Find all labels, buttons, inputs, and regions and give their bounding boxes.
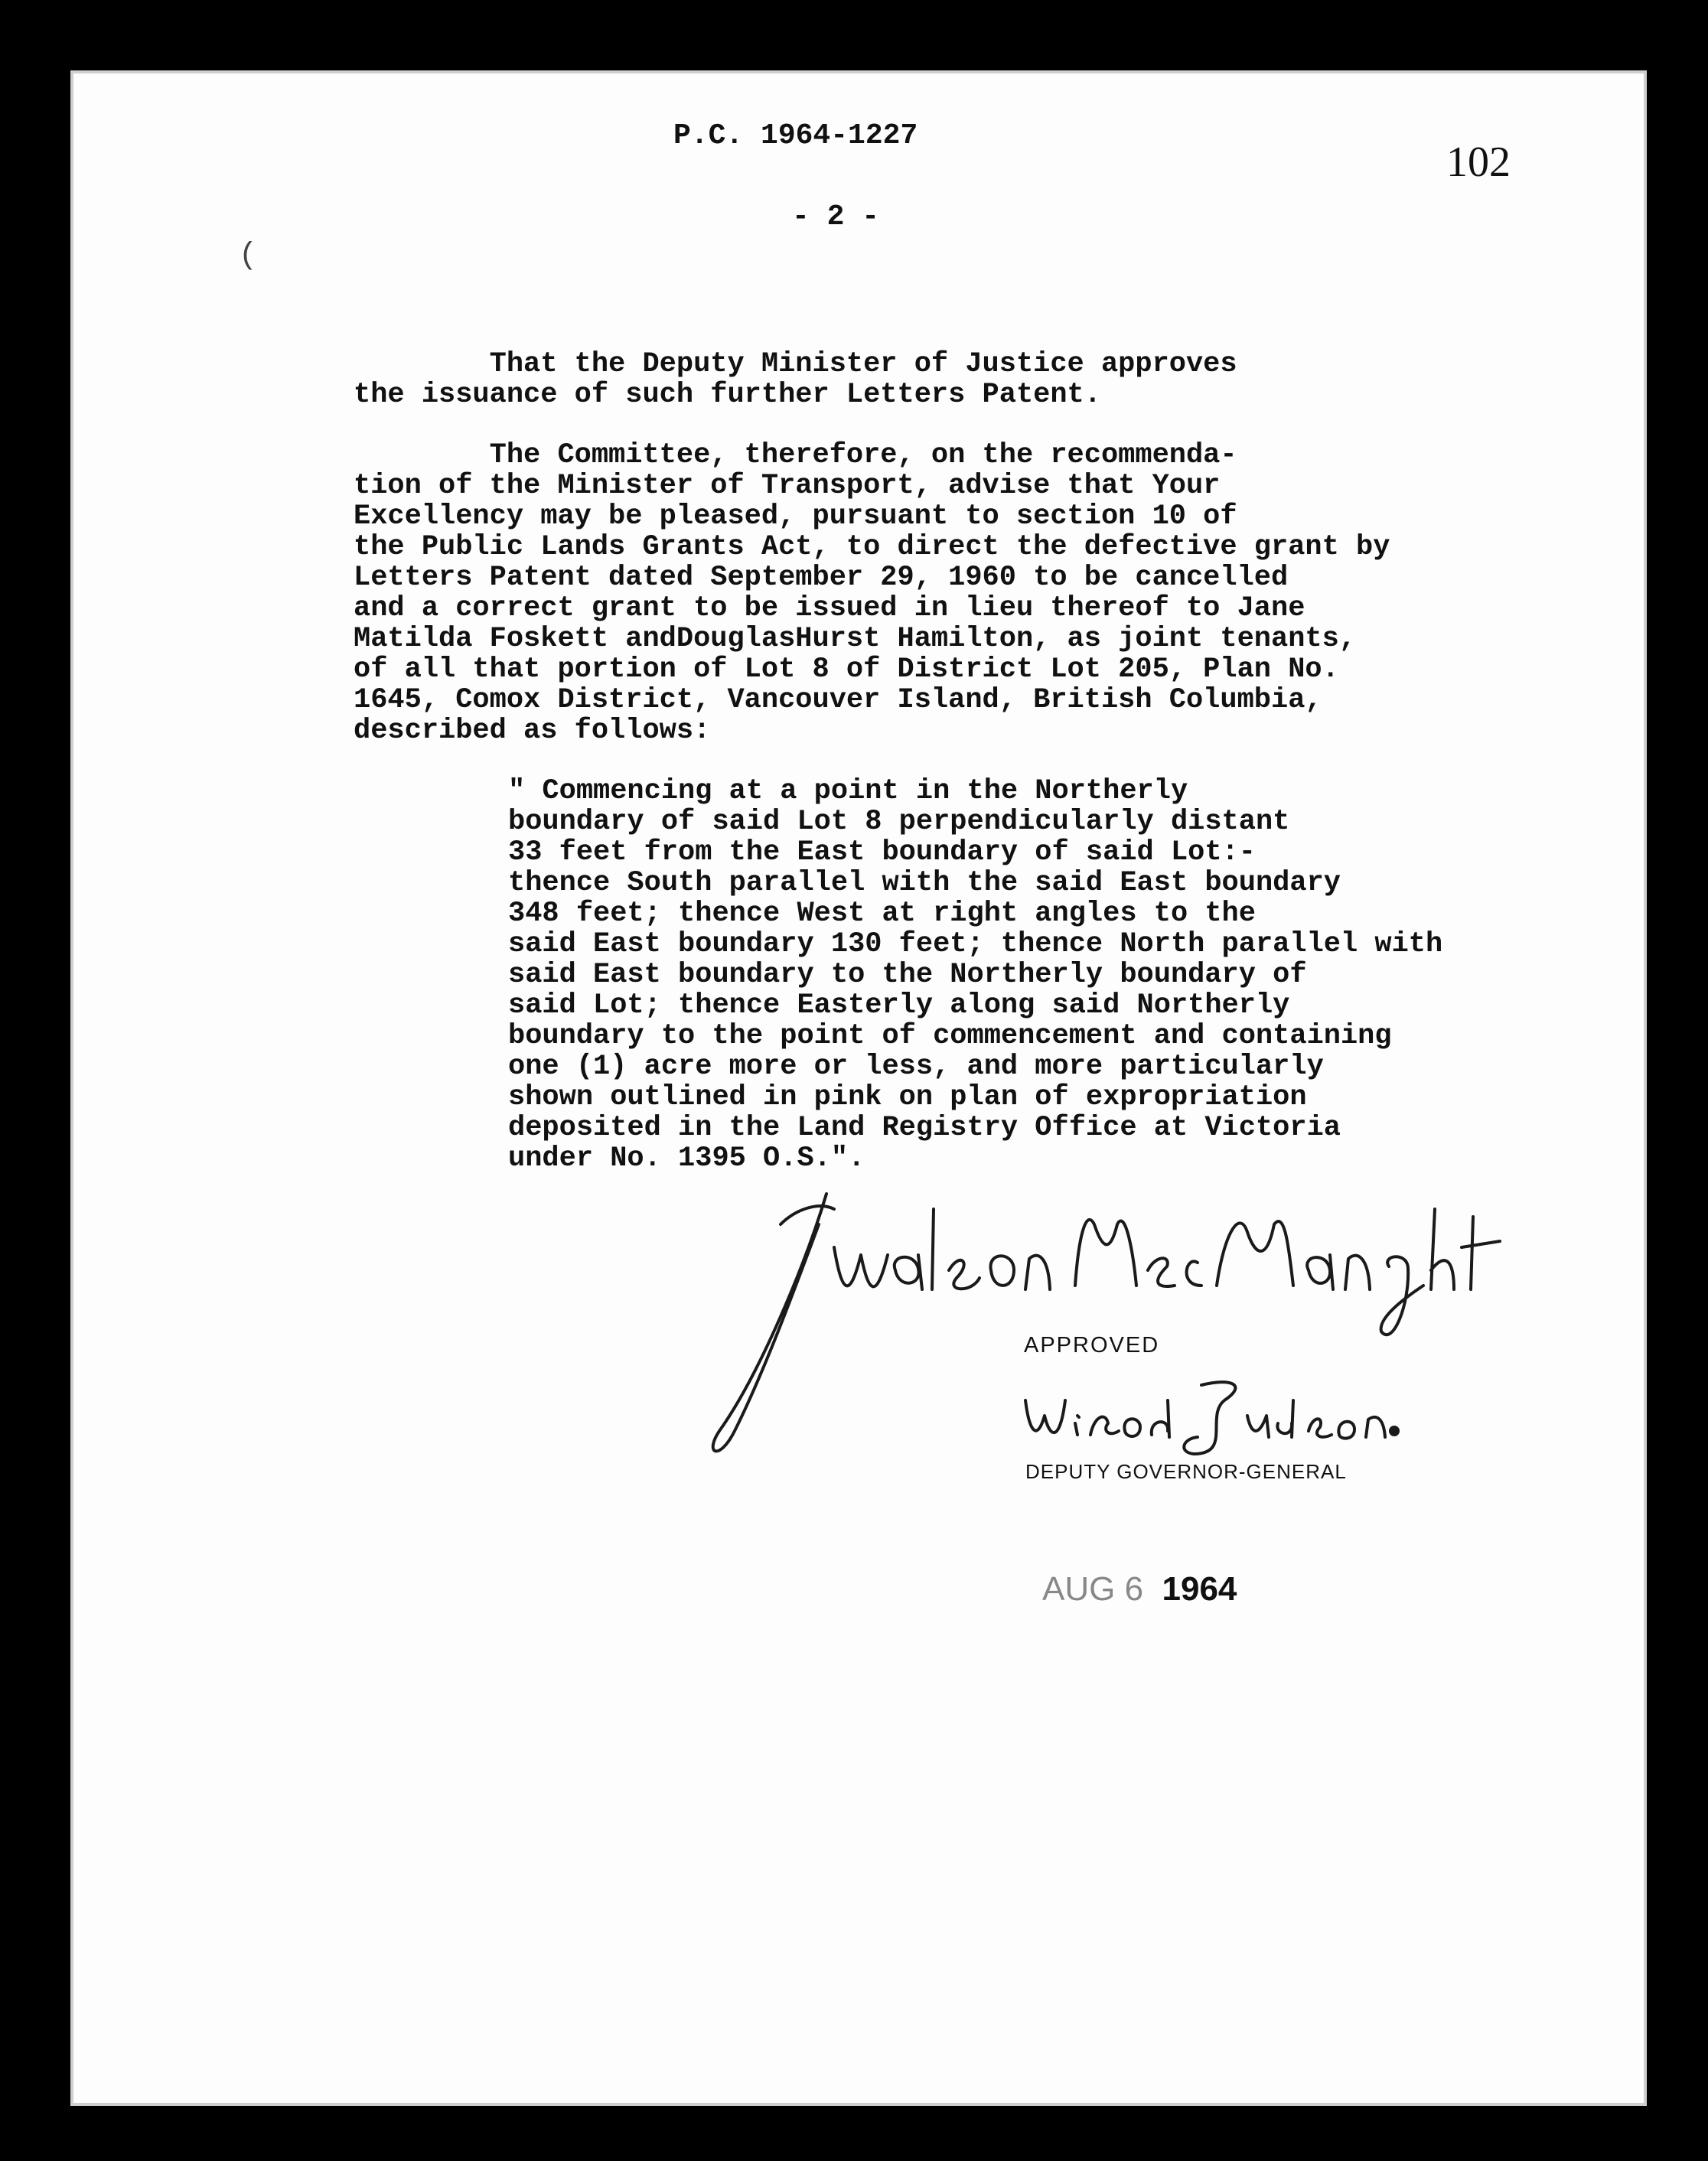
text-line: under No. 1395 O.S.". xyxy=(508,1142,865,1175)
deputy-governor-title: DEPUTY GOVERNOR-GENERAL xyxy=(1025,1460,1347,1483)
text-line: boundary to the point of commencement and containing xyxy=(508,1020,1392,1052)
text-line: thence South parallel with the said East boundary xyxy=(508,867,1341,899)
text-line: 348 feet; thence West at right angles to the xyxy=(508,898,1256,930)
text-line: Matilda Foskett andDouglasHurst Hamilton, as joint tenants, xyxy=(354,623,1357,655)
text-line: and a correct grant to be issued in lieu thereof to Jane xyxy=(354,592,1305,624)
paragraph-approval xyxy=(354,349,1237,410)
paragraph-recommendation xyxy=(354,440,1390,746)
date-stamp xyxy=(1042,1570,1237,1609)
text-line: Excellency may be pleased, pursuant to section 10 of xyxy=(354,500,1237,533)
text-line: Letters Patent dated September 29, 1960 to be cancelled xyxy=(354,562,1289,594)
text-line: tion of the Minister of Transport, advise that Your xyxy=(354,470,1221,502)
text-line: the issuance of such further Letters Patent. xyxy=(354,379,1101,411)
text-line: of all that portion of Lot 8 of District Lot 205, Plan No. xyxy=(354,654,1339,686)
text-line: " Commencing at a point in the Northerly xyxy=(508,775,1188,807)
date-stamp-year: 1964 xyxy=(1162,1570,1237,1608)
page-indicator: - 2 - xyxy=(792,200,880,233)
text-line: one (1) acre more or less, and more particularly xyxy=(508,1051,1324,1083)
property-description-quote xyxy=(508,776,1442,1174)
text-line: said East boundary to the Northerly boundary of xyxy=(508,959,1307,991)
approved-stamp-label: APPROVED xyxy=(1024,1333,1160,1358)
margin-mark: ( xyxy=(239,239,258,273)
text-line: said East boundary 130 feet; thence North parallel with xyxy=(508,928,1443,960)
deputy-governor-signature xyxy=(1018,1370,1400,1462)
text-line: That the Deputy Minister of Justice approves xyxy=(354,348,1237,380)
text-line: 1645, Comox District, Vancouver Island, British Columbia, xyxy=(354,684,1322,716)
text-line: The Committee, therefore, on the recommenda- xyxy=(354,439,1237,471)
text-line: 33 feet from the East boundary of said Lot:- xyxy=(508,836,1256,869)
date-stamp-day: AUG 6 xyxy=(1042,1570,1144,1608)
order-number: P.C. 1964-1227 xyxy=(673,119,918,152)
text-line: deposited in the Land Registry Office at Victoria xyxy=(508,1112,1341,1144)
text-line: shown outlined in pink on plan of expropriation xyxy=(508,1081,1307,1113)
folio-number: 102 xyxy=(1446,139,1511,186)
text-line: described as follows: xyxy=(354,715,711,747)
text-line: said Lot; thence Easterly along said Northerly xyxy=(508,989,1290,1022)
text-line: boundary of said Lot 8 perpendicularly distant xyxy=(508,806,1290,838)
text-line: the Public Lands Grants Act, to direct the defective grant by xyxy=(354,531,1390,563)
